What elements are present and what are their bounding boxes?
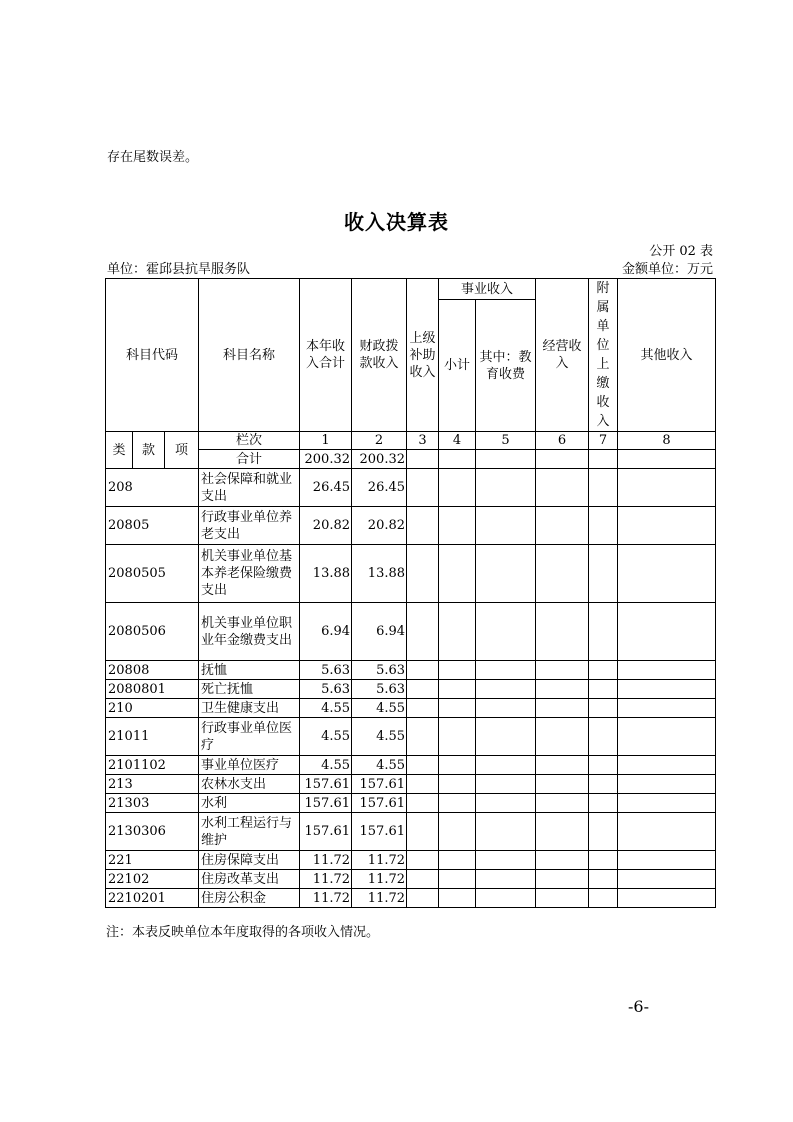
empty-cell xyxy=(476,507,536,545)
row-total: 13.88 xyxy=(300,545,352,603)
row-fiscal: 157.61 xyxy=(352,813,407,851)
table-row xyxy=(106,718,716,756)
row-name: 抚恤 xyxy=(199,661,300,680)
row-code: 20805 xyxy=(106,507,199,545)
header-fiscal: 财政拨款收入 xyxy=(352,279,407,432)
top-note: 存在尾数误差。 xyxy=(107,150,199,165)
row-code: 221 xyxy=(106,851,199,870)
empty-cell xyxy=(476,775,536,794)
empty-cell xyxy=(439,718,476,756)
empty-cell xyxy=(618,813,716,851)
empty-cell xyxy=(476,661,536,680)
empty-cell xyxy=(476,851,536,870)
empty-cell xyxy=(589,603,618,661)
total-label: 合计 xyxy=(199,450,300,469)
empty-cell xyxy=(439,889,476,908)
empty-cell xyxy=(589,756,618,775)
empty-cell xyxy=(476,756,536,775)
row-fiscal: 26.45 xyxy=(352,469,407,507)
empty-cell xyxy=(476,699,536,718)
empty-cell xyxy=(407,603,439,661)
row-name: 卫生健康支出 xyxy=(199,699,300,718)
empty-cell xyxy=(536,507,589,545)
table-row xyxy=(106,870,716,889)
empty-cell xyxy=(407,870,439,889)
header-upper: 上级补助收入 xyxy=(407,279,439,432)
row-fiscal: 13.88 xyxy=(352,545,407,603)
row-code: 2210201 xyxy=(106,889,199,908)
row-name: 死亡抚恤 xyxy=(199,680,300,699)
row-total: 20.82 xyxy=(300,507,352,545)
row-code: 2080506 xyxy=(106,603,199,661)
table-row xyxy=(106,889,716,908)
row-name: 社会保障和就业支出 xyxy=(199,469,300,507)
header-lei: 类 xyxy=(106,432,133,469)
row-code: 213 xyxy=(106,775,199,794)
empty-cell xyxy=(439,794,476,813)
empty-cell xyxy=(589,794,618,813)
empty-cell xyxy=(476,794,536,813)
col-num-6: 6 xyxy=(536,432,589,450)
empty-cell xyxy=(439,699,476,718)
row-fiscal: 20.82 xyxy=(352,507,407,545)
page-title: 收入决算表 xyxy=(344,210,449,234)
row-code: 210 xyxy=(106,699,199,718)
empty-cell xyxy=(618,545,716,603)
row-total: 4.55 xyxy=(300,699,352,718)
empty-cell xyxy=(476,680,536,699)
row-total: 157.61 xyxy=(300,813,352,851)
header-business: 事业收入 xyxy=(439,279,536,300)
row-total: 4.55 xyxy=(300,756,352,775)
empty-cell xyxy=(407,545,439,603)
empty-cell xyxy=(407,775,439,794)
empty-cell xyxy=(476,545,536,603)
table-row xyxy=(106,756,716,775)
empty-cell xyxy=(589,870,618,889)
empty-cell xyxy=(589,851,618,870)
empty-cell xyxy=(439,661,476,680)
row-code: 21011 xyxy=(106,718,199,756)
empty-cell xyxy=(439,469,476,507)
row-fiscal: 157.61 xyxy=(352,794,407,813)
row-code: 2130306 xyxy=(106,813,199,851)
row-name: 农林水支出 xyxy=(199,775,300,794)
header-other: 其他收入 xyxy=(618,279,716,432)
empty-cell xyxy=(439,603,476,661)
header-affiliated: 附属单位上缴收入 xyxy=(589,279,618,432)
empty-cell xyxy=(407,851,439,870)
row-name: 机关事业单位基本养老保险缴费支出 xyxy=(199,545,300,603)
col-num-1: 1 xyxy=(300,432,352,450)
row-code: 21303 xyxy=(106,794,199,813)
header-kuan: 款 xyxy=(133,432,165,469)
total-amount: 200.32 xyxy=(300,450,352,469)
empty-cell xyxy=(407,661,439,680)
empty-cell xyxy=(618,718,716,756)
table-row xyxy=(106,469,716,507)
empty-cell xyxy=(439,851,476,870)
empty-cell xyxy=(536,680,589,699)
header-lanci: 栏次 xyxy=(199,432,300,450)
bottom-note: 注：本表反映单位本年度取得的各项收入情况。 xyxy=(106,925,380,940)
empty-cell xyxy=(439,680,476,699)
amount-unit-label: 金额单位：万元 xyxy=(621,262,713,277)
empty-cell xyxy=(407,680,439,699)
header-total: 本年收入合计 xyxy=(300,279,352,432)
row-name: 水利 xyxy=(199,794,300,813)
col-num-2: 2 xyxy=(352,432,407,450)
row-fiscal: 11.72 xyxy=(352,889,407,908)
header-code: 科目代码 xyxy=(106,279,199,432)
empty-cell xyxy=(439,870,476,889)
table-row xyxy=(106,680,716,699)
row-total: 11.72 xyxy=(300,851,352,870)
table-row xyxy=(106,851,716,870)
empty-cell xyxy=(618,756,716,775)
empty-cell xyxy=(589,507,618,545)
table-row xyxy=(106,794,716,813)
empty-cell xyxy=(618,680,716,699)
table-row xyxy=(106,603,716,661)
row-total: 26.45 xyxy=(300,469,352,507)
empty-cell xyxy=(476,889,536,908)
empty-cell xyxy=(618,603,716,661)
empty-cell xyxy=(589,718,618,756)
empty-cell xyxy=(589,469,618,507)
empty-cell xyxy=(536,699,589,718)
row-code: 2101102 xyxy=(106,756,199,775)
income-table xyxy=(105,278,716,908)
row-fiscal: 4.55 xyxy=(352,756,407,775)
row-total: 4.55 xyxy=(300,718,352,756)
row-total: 157.61 xyxy=(300,775,352,794)
row-code: 22102 xyxy=(106,870,199,889)
table-row xyxy=(106,661,716,680)
empty-cell xyxy=(536,661,589,680)
empty-cell xyxy=(407,756,439,775)
empty-cell xyxy=(536,603,589,661)
page-number: -6- xyxy=(628,997,649,1016)
empty-cell xyxy=(407,507,439,545)
row-code: 2080505 xyxy=(106,545,199,603)
total-fiscal: 200.32 xyxy=(352,450,407,469)
row-fiscal: 4.55 xyxy=(352,699,407,718)
empty-cell xyxy=(618,870,716,889)
empty-cell xyxy=(476,813,536,851)
row-fiscal: 11.72 xyxy=(352,870,407,889)
empty-cell xyxy=(407,469,439,507)
empty-cell xyxy=(589,680,618,699)
empty-cell xyxy=(618,507,716,545)
empty-cell xyxy=(589,661,618,680)
empty-cell xyxy=(439,545,476,603)
row-name: 行政事业单位养老支出 xyxy=(199,507,300,545)
row-name: 住房公积金 xyxy=(199,889,300,908)
header-subtotal: 小计 xyxy=(439,300,476,432)
row-fiscal: 6.94 xyxy=(352,603,407,661)
empty-cell xyxy=(589,545,618,603)
empty-cell xyxy=(407,718,439,756)
unit-label: 单位：霍邱县抗旱服务队 xyxy=(107,262,251,277)
empty-cell xyxy=(439,775,476,794)
header-xiang: 项 xyxy=(165,432,199,469)
row-name: 住房保障支出 xyxy=(199,851,300,870)
empty-cell xyxy=(476,603,536,661)
empty-cell xyxy=(618,794,716,813)
row-total: 157.61 xyxy=(300,794,352,813)
row-fiscal: 157.61 xyxy=(352,775,407,794)
row-name: 事业单位医疗 xyxy=(199,756,300,775)
empty-cell xyxy=(618,699,716,718)
empty-cell xyxy=(439,756,476,775)
empty-cell xyxy=(536,756,589,775)
empty-cell xyxy=(439,813,476,851)
col-num-8: 8 xyxy=(618,432,716,450)
row-total: 11.72 xyxy=(300,889,352,908)
col-num-4: 4 xyxy=(439,432,476,450)
empty-cell xyxy=(536,718,589,756)
row-fiscal: 5.63 xyxy=(352,661,407,680)
row-name: 机关事业单位职业年金缴费支出 xyxy=(199,603,300,661)
row-code: 20808 xyxy=(106,661,199,680)
table-row xyxy=(106,507,716,545)
empty-cell xyxy=(407,699,439,718)
empty-cell xyxy=(536,851,589,870)
row-fiscal: 11.72 xyxy=(352,851,407,870)
empty-cell xyxy=(618,889,716,908)
empty-cell xyxy=(476,718,536,756)
empty-cell xyxy=(618,851,716,870)
empty-cell xyxy=(536,870,589,889)
row-code: 208 xyxy=(106,469,199,507)
empty-cell xyxy=(407,813,439,851)
empty-cell xyxy=(536,545,589,603)
col-num-7: 7 xyxy=(589,432,618,450)
empty-cell xyxy=(589,889,618,908)
empty-cell xyxy=(536,889,589,908)
row-fiscal: 4.55 xyxy=(352,718,407,756)
empty-cell xyxy=(618,775,716,794)
table-row xyxy=(106,813,716,851)
empty-cell xyxy=(536,775,589,794)
empty-cell xyxy=(476,870,536,889)
row-total: 5.63 xyxy=(300,680,352,699)
table-row xyxy=(106,699,716,718)
row-total: 6.94 xyxy=(300,603,352,661)
empty-cell xyxy=(536,813,589,851)
row-total: 5.63 xyxy=(300,661,352,680)
row-fiscal: 5.63 xyxy=(352,680,407,699)
empty-cell xyxy=(618,469,716,507)
empty-cell xyxy=(536,794,589,813)
table-row xyxy=(106,545,716,603)
col-num-3: 3 xyxy=(407,432,439,450)
empty-cell xyxy=(476,469,536,507)
row-name: 行政事业单位医疗 xyxy=(199,718,300,756)
table-body xyxy=(106,469,716,908)
header-edu: 其中：教育收费 xyxy=(476,300,536,432)
empty-cell xyxy=(407,794,439,813)
empty-cell xyxy=(589,699,618,718)
empty-cell xyxy=(407,889,439,908)
header-operating: 经营收入 xyxy=(536,279,589,432)
empty-cell xyxy=(618,661,716,680)
header-name: 科目名称 xyxy=(199,279,300,432)
empty-cell xyxy=(589,813,618,851)
row-name: 水利工程运行与维护 xyxy=(199,813,300,851)
row-total: 11.72 xyxy=(300,870,352,889)
row-code: 2080801 xyxy=(106,680,199,699)
table-row xyxy=(106,775,716,794)
col-num-5: 5 xyxy=(476,432,536,450)
empty-cell xyxy=(439,507,476,545)
form-number: 公开 02 表 xyxy=(649,244,713,259)
empty-cell xyxy=(589,775,618,794)
empty-cell xyxy=(536,469,589,507)
row-name: 住房改革支出 xyxy=(199,870,300,889)
